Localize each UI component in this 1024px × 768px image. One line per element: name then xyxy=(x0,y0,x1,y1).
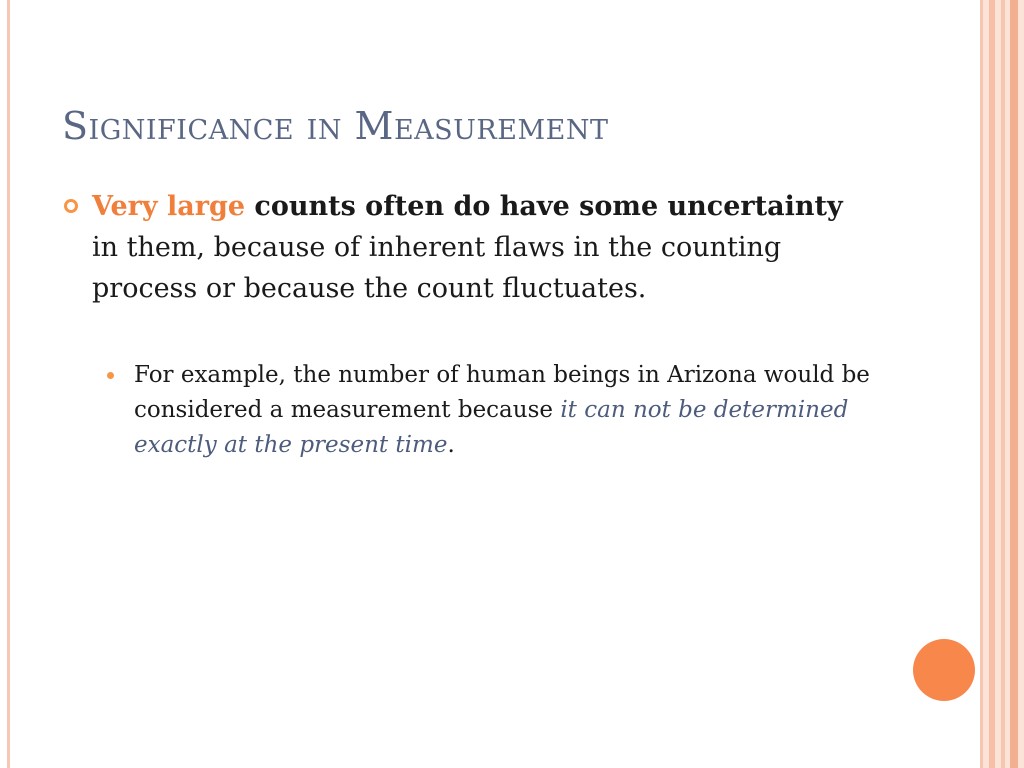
bullet-point-1 xyxy=(92,186,872,309)
right-stripe xyxy=(980,0,983,768)
emphasis-text: Very large xyxy=(92,191,245,222)
sub-bullet-point xyxy=(134,358,884,463)
dot-bullet-icon xyxy=(107,372,114,379)
right-stripe xyxy=(1010,0,1018,768)
hollow-bullet-icon xyxy=(64,199,78,213)
body-text: For example, the number of human beings in Arizona would be considered a measurement because xyxy=(134,362,870,423)
right-stripe xyxy=(1001,0,1005,768)
body-text: . xyxy=(447,432,455,458)
slide-title: Significance in Measurement xyxy=(62,104,609,148)
left-border-stripe xyxy=(7,0,10,768)
italic-text: it can not be determined exactly at the present time xyxy=(134,397,849,458)
orange-circle-icon xyxy=(913,639,975,701)
body-text: in them, because of inherent flaws in the counting process or because the count fluctuates. xyxy=(92,232,782,304)
bold-text: counts often do have some uncertainty xyxy=(245,191,843,222)
right-stripe xyxy=(989,0,995,768)
